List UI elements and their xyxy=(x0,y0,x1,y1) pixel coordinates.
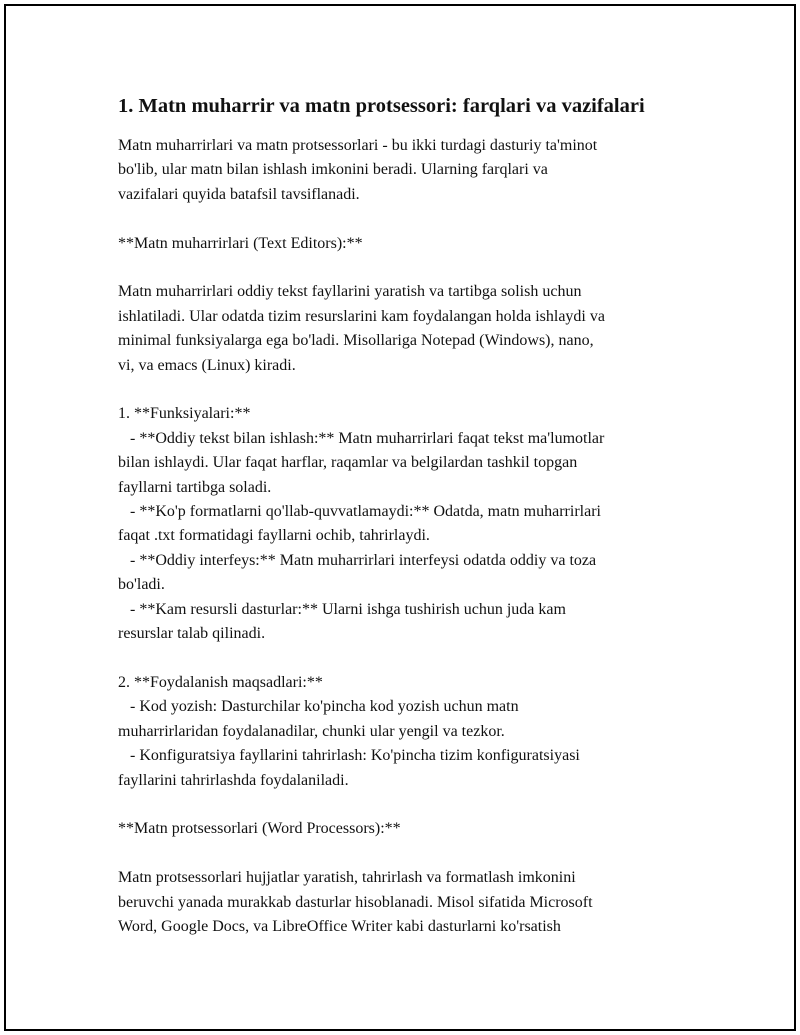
paragraph-gap xyxy=(118,842,698,866)
text-editors-intro: Matn muharrirlari oddiy tekst fayllarini yaratish va tartibga solish uchun ishlatiladi. Ular odatda tizim resurslarini kam foydalangan holda ishlaydi va minimal funksiyalarga ega bo'ladi. Misollariga Notepad (Windows), nano, vi, va emacs (Linux) kiradi. xyxy=(118,283,605,374)
text-editors-heading: **Matn muharrirlari (Text Editors):** xyxy=(118,234,363,252)
intro-paragraph: Matn muharrirlari va matn protsessorlari - bu ikki turdagi dasturiy ta'minot bo'lib, ular matn bilan ishlash imkonini beradi. Ularning farqlari va vazifalari quyida batafsil tavsiflanadi. xyxy=(118,137,598,203)
paragraph-gap xyxy=(118,646,698,670)
document-body xyxy=(118,92,698,939)
paragraph-gap xyxy=(118,793,698,817)
document-heading: 1. Matn muharrir va matn protsessori: farqlari va vazifalari xyxy=(118,95,645,117)
functions-list: 1. **Funksiyalari:** - **Oddiy tekst bilan ishlash:** Matn muharrirlari faqat tekst ma'lumotlar bilan ishlaydi. Ular faqat harflar, raqamlar va belgilardan tashkil topgan fayllarni tartibga soladi. - **Ko'p formatlarni qo'llab-quvvatlamaydi:** Odatda, matn muharrirlari faqat .txt formatidagi fayllarni ochib, tahrirlaydi. - **Oddiy interfeys:** Matn muharrirlari interfeysi odatda oddiy va toza bo'ladi. - **Kam resursli dasturlar:** Ularni ishga tushirish uchun juda kam resurslar talab qilinadi. xyxy=(118,405,605,643)
word-processors-heading: **Matn protsessorlari (Word Processors):** xyxy=(118,820,401,838)
paragraph-gap xyxy=(118,256,698,280)
paragraph-gap xyxy=(118,207,698,231)
word-processors-intro: Matn protsessorlari hujjatlar yaratish, tahrirlash va formatlash imkonini beruvchi yanada murakkab dasturlar hisoblanadi. Misol sifatida Microsoft Word, Google Docs, va LibreOffice Writer kabi dasturlarni ko'rsatish xyxy=(118,869,593,935)
paragraph-gap xyxy=(118,378,698,402)
purposes-list: 2. **Foydalanish maqsadlari:** - Kod yozish: Dasturchilar ko'pincha kod yozish uchun matn muharrirlaridan foydalanadilar, chunki ular yengil va tezkor. - Konfiguratsiya fayllarini tahrirlash: Ko'pincha tizim konfiguratsiyasi fayllarini tahrirlashda foydalaniladi. xyxy=(118,673,580,789)
